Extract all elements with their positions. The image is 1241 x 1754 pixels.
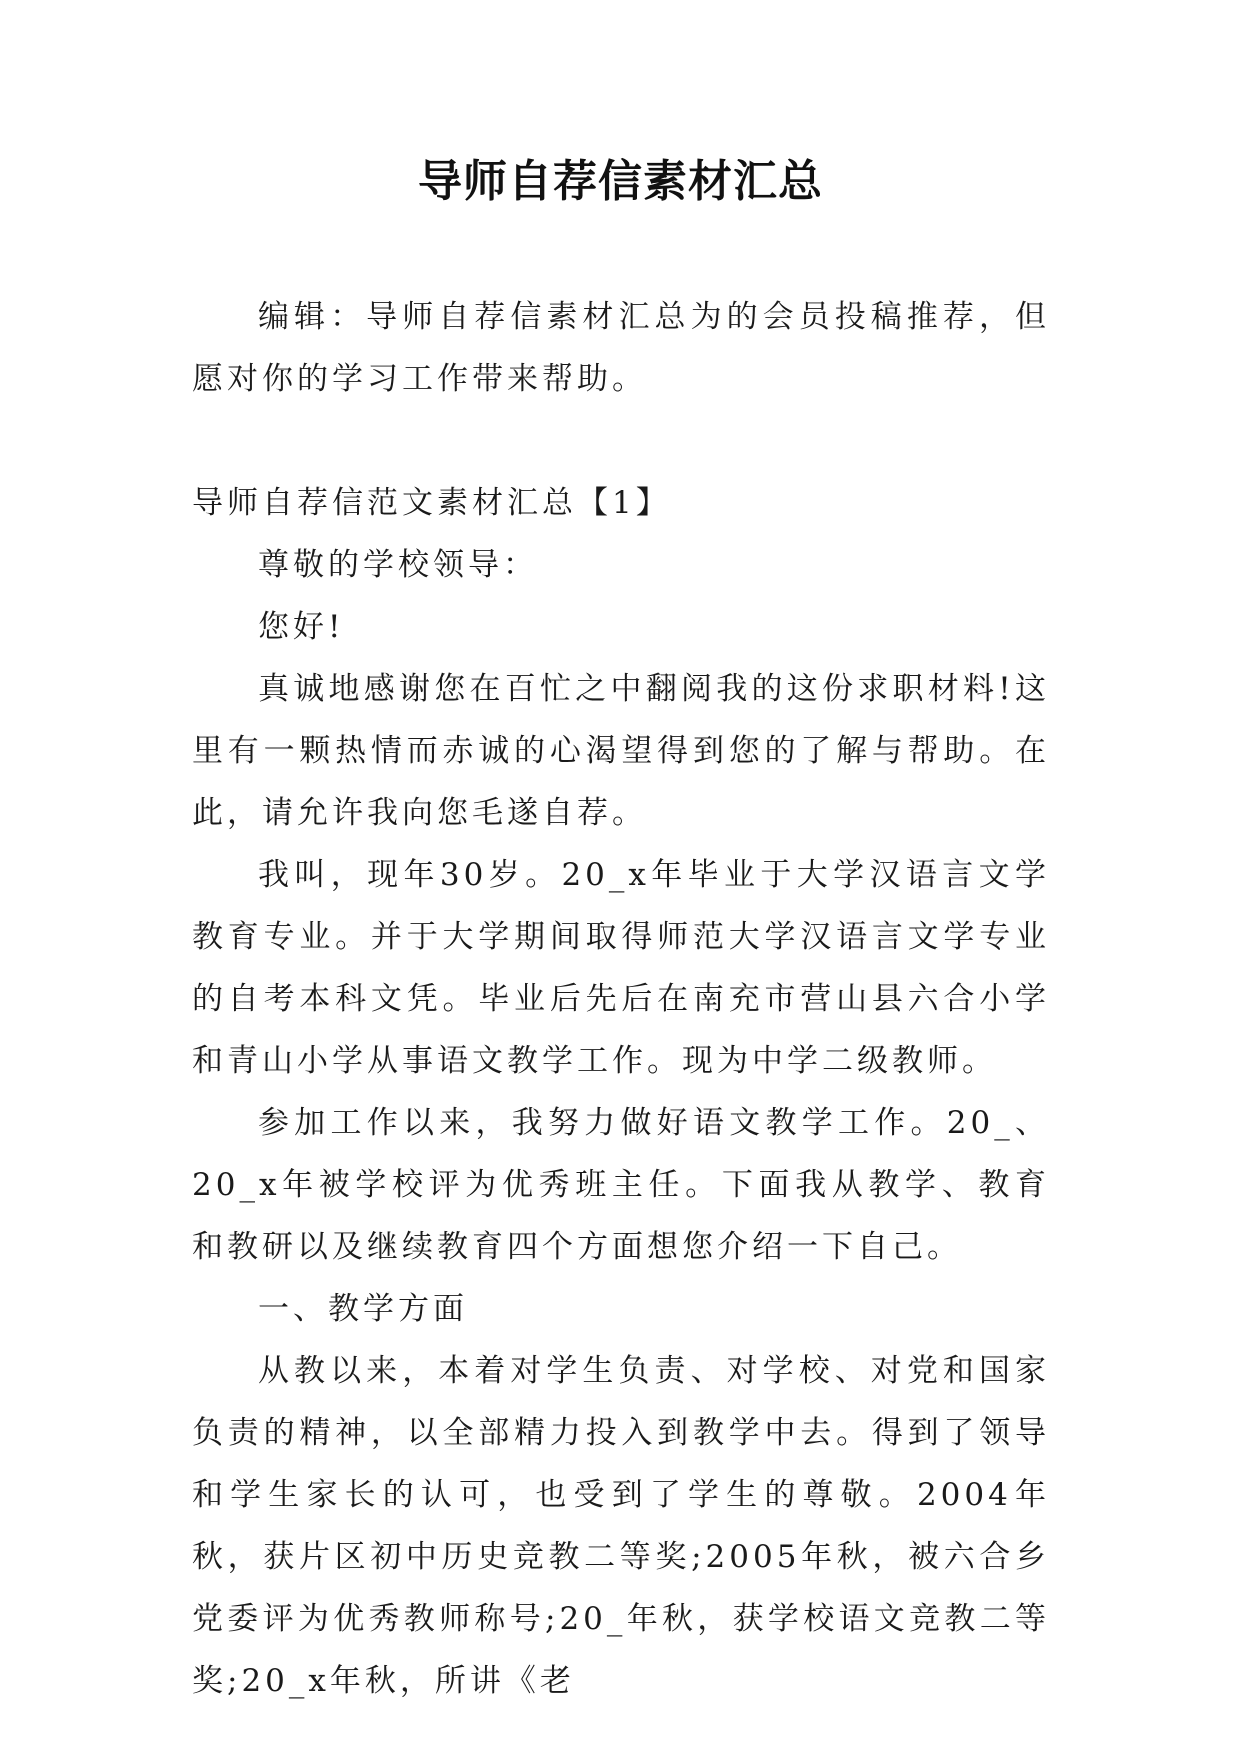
document-title: 导师自荐信素材汇总 (418, 156, 823, 207)
section-heading: 导师自荐信范文素材汇总【1】 (192, 485, 671, 521)
document-body (192, 286, 1050, 1712)
body-paragraph: 从教以来，本着对学生负责、对学校、对党和国家负责的精神，以全部精力投入到教学中去。得到了领导和学生家长的认可，也受到了学生的尊敬。2004年秋，获片区初中历史竞教二等奖;2005年秋，被六合乡党委评为优秀教师称号;20_年秋，获学校语文竞教二等奖;20_x年秋，所讲《老 (192, 1353, 1050, 1699)
subsection-heading: 一、教学方面 (258, 1291, 468, 1327)
salutation: 尊敬的学校领导： (258, 547, 538, 583)
body-paragraph: 真诚地感谢您在百忙之中翻阅我的这份求职材料!这里有一颗热情而赤诚的心渴望得到您的了解与帮助。在此，请允许我向您毛遂自荐。 (192, 671, 1050, 831)
spacer (192, 410, 1050, 472)
intro-paragraph: 编辑：导师自荐信素材汇总为的会员投稿推荐，但愿对你的学习工作带来帮助。 (192, 299, 1050, 397)
body-paragraph: 我叫，现年30岁。20_x年毕业于大学汉语言文学教育专业。并于大学期间取得师范大学汉语言文学专业的自考本科文凭。毕业后先后在南充市营山县六合小学和青山小学从事语文教学工作。现为中学二级教师。 (192, 857, 1050, 1079)
body-paragraph: 参加工作以来，我努力做好语文教学工作。20_、20_x年被学校评为优秀班主任。下面我从教学、教育和教研以及继续教育四个方面想您介绍一下自己。 (192, 1105, 1050, 1265)
greeting: 您好! (258, 609, 345, 645)
